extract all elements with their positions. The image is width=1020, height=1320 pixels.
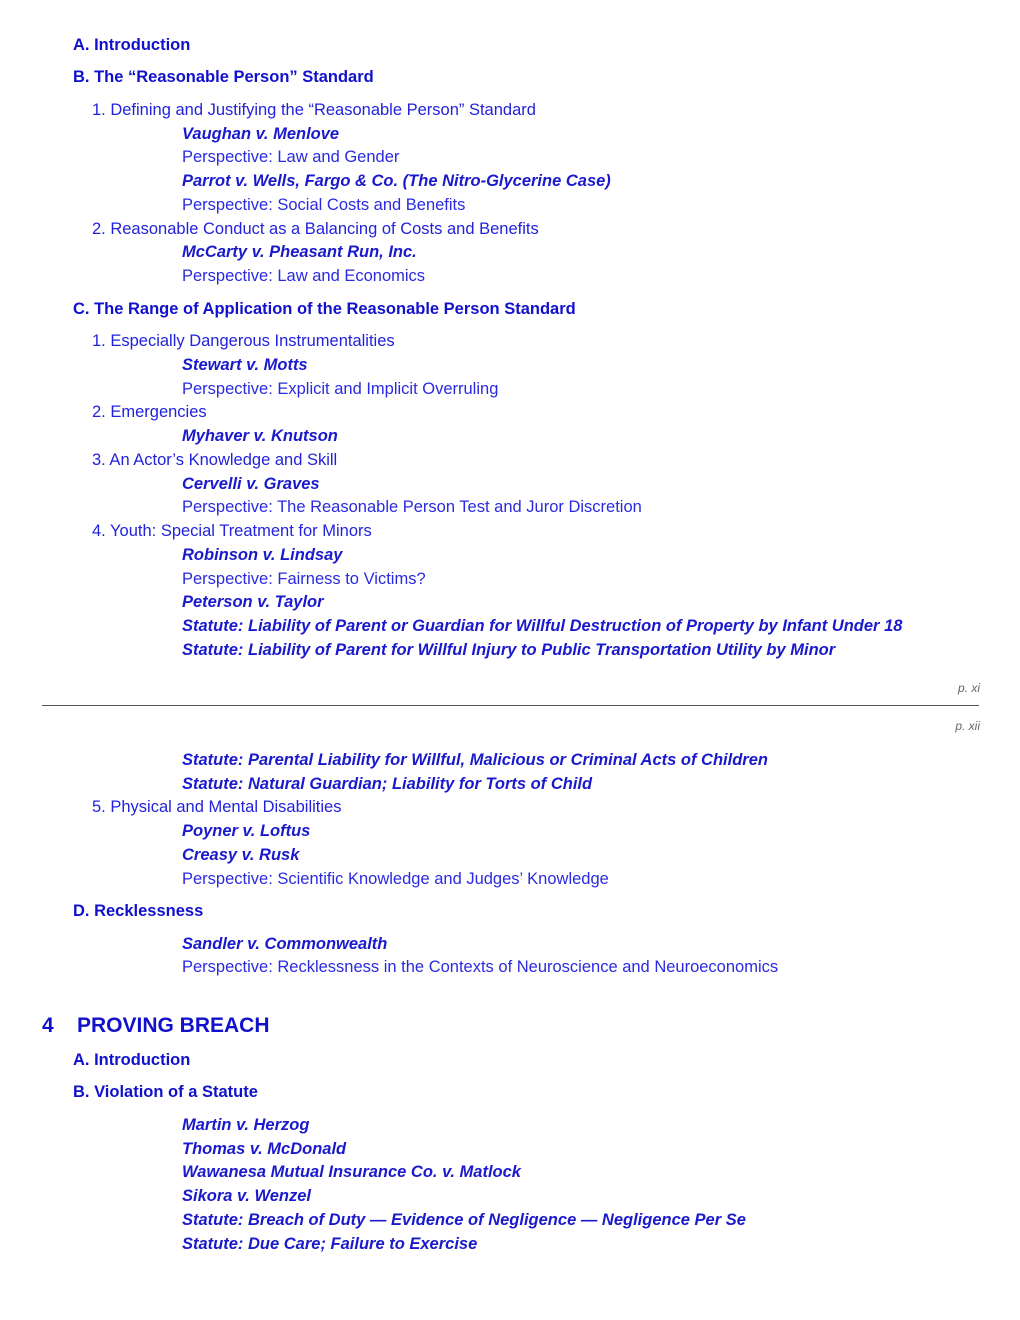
- perspective-entry[interactable]: Perspective: Explicit and Implicit Overruling: [182, 380, 499, 398]
- page-break-divider: [42, 705, 979, 706]
- statute-entry[interactable]: Statute: Parental Liability for Willful, Malicious or Criminal Acts of Children: [182, 751, 768, 769]
- perspective-entry[interactable]: Perspective: Social Costs and Benefits: [182, 196, 466, 214]
- subsection-heading[interactable]: 5. Physical and Mental Disabilities: [92, 798, 342, 816]
- perspective-entry[interactable]: Perspective: Law and Gender: [182, 148, 400, 166]
- subsection-heading[interactable]: 2. Reasonable Conduct as a Balancing of Costs and Benefits: [92, 220, 539, 238]
- perspective-entry[interactable]: Perspective: Law and Economics: [182, 267, 426, 285]
- case-entry[interactable]: Vaughan v. Menlove: [182, 125, 340, 143]
- case-entry[interactable]: Sikora v. Wenzel: [182, 1187, 312, 1205]
- case-entry[interactable]: Robinson v. Lindsay: [182, 546, 343, 564]
- page-marker-top: p. xi: [957, 681, 980, 695]
- section-heading[interactable]: B. The “Reasonable Person” Standard: [73, 68, 374, 86]
- statute-entry[interactable]: Statute: Liability of Parent for Willful Injury to Public Transportation Utility by Minor: [182, 641, 836, 659]
- case-entry[interactable]: Poyner v. Loftus: [182, 822, 311, 840]
- case-entry[interactable]: Stewart v. Motts: [182, 356, 308, 374]
- perspective-entry[interactable]: Perspective: Scientific Knowledge and Judges’ Knowledge: [182, 870, 609, 888]
- section-heading[interactable]: C. The Range of Application of the Reasonable Person Standard: [73, 300, 576, 318]
- subsection-heading[interactable]: 3. An Actor’s Knowledge and Skill: [92, 451, 338, 469]
- subsection-heading[interactable]: 2. Emergencies: [92, 403, 207, 421]
- case-entry[interactable]: Myhaver v. Knutson: [182, 427, 338, 445]
- case-entry[interactable]: Thomas v. McDonald: [182, 1140, 347, 1158]
- subsection-heading[interactable]: 4. Youth: Special Treatment for Minors: [92, 522, 372, 540]
- case-entry[interactable]: Sandler v. Commonwealth: [182, 935, 388, 953]
- chapter-title: PROVING BREACH: [77, 1014, 270, 1037]
- statute-entry[interactable]: Statute: Breach of Duty — Evidence of Negligence — Negligence Per Se: [182, 1211, 746, 1229]
- case-entry[interactable]: Creasy v. Rusk: [182, 846, 300, 864]
- perspective-entry[interactable]: Perspective: The Reasonable Person Test and Juror Discretion: [182, 498, 642, 516]
- statute-entry[interactable]: Statute: Due Care; Failure to Exercise: [182, 1235, 478, 1253]
- case-entry[interactable]: Peterson v. Taylor: [182, 593, 324, 611]
- section-heading[interactable]: B. Violation of a Statute: [73, 1083, 258, 1101]
- subsection-heading[interactable]: 1. Especially Dangerous Instrumentalities: [92, 332, 395, 350]
- case-entry[interactable]: Parrot v. Wells, Fargo & Co. (The Nitro-Glycerine Case): [182, 172, 611, 190]
- subsection-heading[interactable]: 1. Defining and Justifying the “Reasonable Person” Standard: [92, 101, 536, 119]
- case-entry[interactable]: Martin v. Herzog: [182, 1116, 310, 1134]
- statute-entry[interactable]: Statute: Natural Guardian; Liability for Torts of Child: [182, 775, 593, 793]
- chapter-heading[interactable]: [42, 1014, 270, 1038]
- chapter-number: 4: [42, 1014, 54, 1037]
- case-entry[interactable]: Cervelli v. Graves: [182, 475, 320, 493]
- perspective-entry[interactable]: Perspective: Fairness to Victims?: [182, 570, 426, 588]
- case-entry[interactable]: McCarty v. Pheasant Run, Inc.: [182, 243, 417, 261]
- perspective-entry[interactable]: Perspective: Recklessness in the Contexts of Neuroscience and Neuroeconomics: [182, 958, 779, 976]
- case-entry[interactable]: Wawanesa Mutual Insurance Co. v. Matlock: [182, 1163, 521, 1181]
- section-heading[interactable]: A. Introduction: [73, 36, 191, 54]
- page-marker-bottom: p. xii: [955, 719, 980, 733]
- section-heading[interactable]: D. Recklessness: [73, 902, 204, 920]
- statute-entry[interactable]: Statute: Liability of Parent or Guardian for Willful Destruction of Property by Infant Under 18: [182, 617, 903, 635]
- section-heading[interactable]: A. Introduction: [73, 1051, 191, 1069]
